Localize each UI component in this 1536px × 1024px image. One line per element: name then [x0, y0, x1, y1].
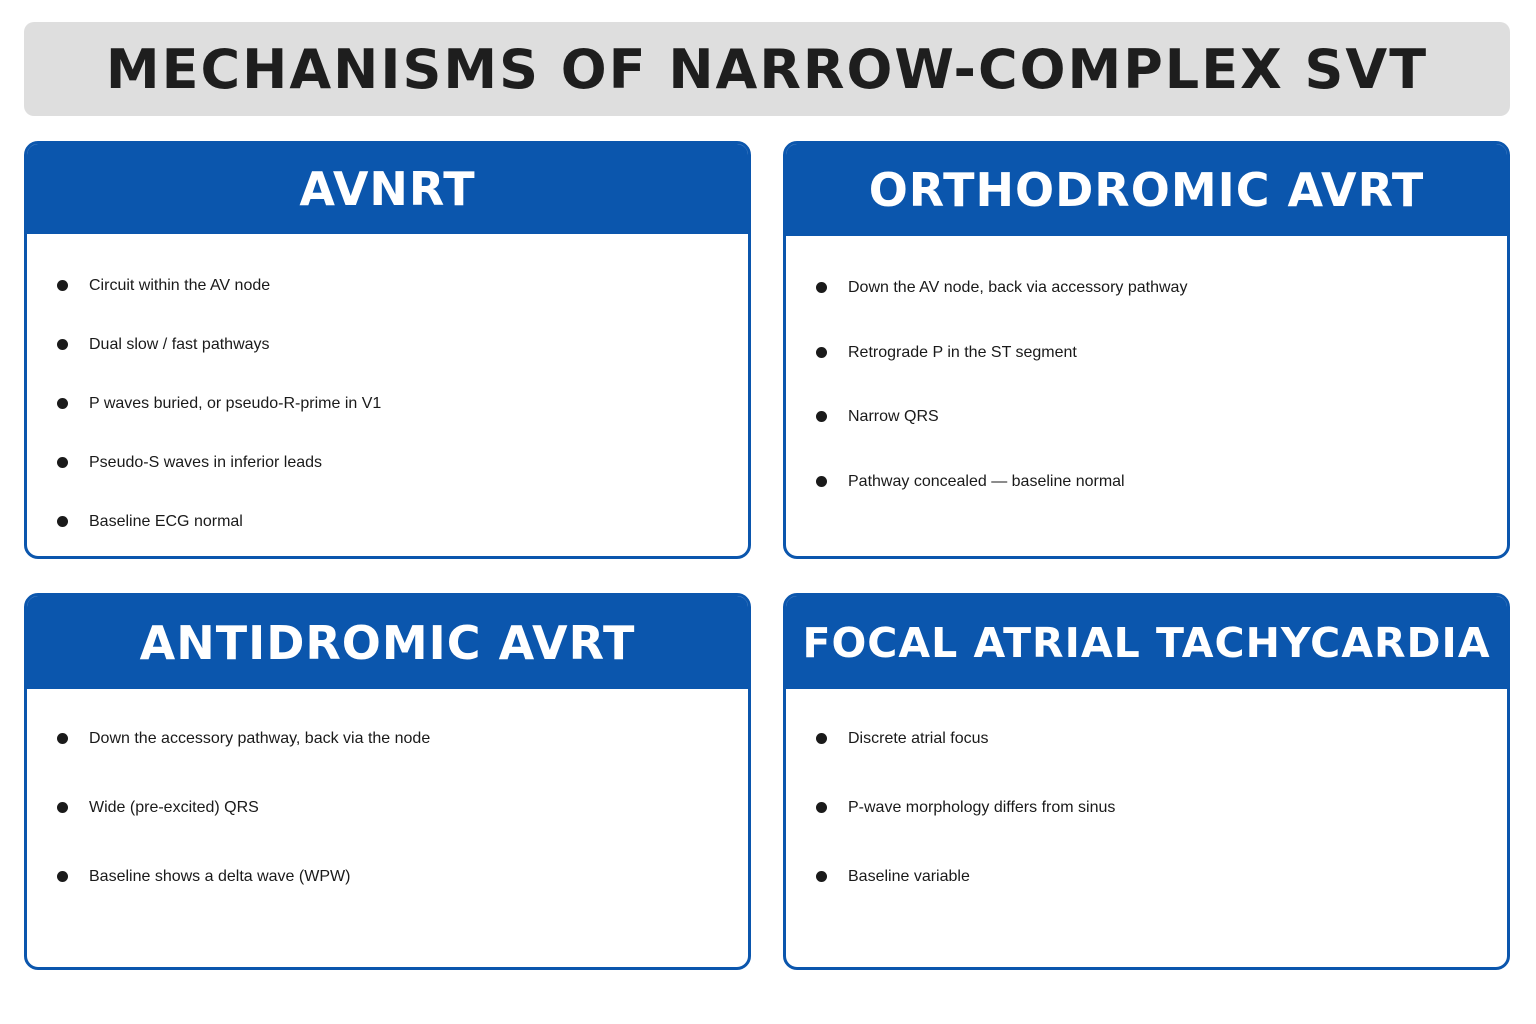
- list-item: [57, 256, 748, 315]
- card-header-focal-atrial-tachycardia: [786, 596, 1507, 689]
- bullet-icon: [57, 733, 68, 744]
- list-item-text: Wide (pre-excited) QRS: [89, 799, 259, 816]
- card-heading-orthodromic-avrt: ORTHODROMIC AVRT: [868, 163, 1425, 217]
- card-focal-atrial-tachycardia: [783, 593, 1510, 970]
- card-orthodromic-avrt: [783, 141, 1510, 559]
- card-list-orthodromic-avrt: [786, 236, 1507, 514]
- list-item: [816, 842, 1507, 911]
- list-item: [816, 321, 1507, 386]
- card-header-orthodromic-avrt: [786, 144, 1507, 236]
- card-header-avnrt: [27, 144, 748, 234]
- bullet-icon: [57, 398, 68, 409]
- list-item: [57, 842, 748, 911]
- page-title: MECHANISMS OF NARROW-COMPLEX SVT: [105, 37, 1429, 101]
- bullet-icon: [816, 282, 827, 293]
- list-item-text: Pseudo-S waves in inferior leads: [89, 454, 323, 471]
- bullet-icon: [57, 457, 68, 468]
- card-list-antidromic-avrt: [27, 689, 748, 911]
- bullet-icon: [57, 339, 68, 350]
- list-item-text: Circuit within the AV node: [89, 277, 271, 294]
- list-item: [816, 256, 1507, 321]
- bullet-icon: [816, 871, 827, 882]
- list-item-text: Pathway concealed — baseline normal: [848, 472, 1125, 490]
- list-item: [57, 315, 748, 374]
- bullet-icon: [57, 280, 68, 291]
- list-item-text: Dual slow / fast pathways: [89, 336, 270, 353]
- bullet-icon: [816, 476, 827, 487]
- list-item: [816, 773, 1507, 842]
- list-item-text: Discrete atrial focus: [848, 730, 989, 747]
- card-list-avnrt: [27, 234, 748, 551]
- bullet-icon: [816, 733, 827, 744]
- bullet-icon: [816, 347, 827, 358]
- list-item-text: Narrow QRS: [848, 408, 939, 425]
- card-avnrt: [24, 141, 751, 559]
- list-item: [57, 773, 748, 842]
- bullet-icon: [816, 411, 827, 422]
- card-header-antidromic-avrt: [27, 596, 748, 689]
- list-item: [57, 704, 748, 773]
- list-item: [57, 433, 748, 492]
- list-item: [816, 450, 1507, 515]
- bullet-icon: [816, 802, 827, 813]
- list-item-text: Retrograde P in the ST segment: [848, 343, 1077, 361]
- bullet-icon: [57, 516, 68, 527]
- title-bar: [24, 22, 1510, 116]
- list-item-text: P waves buried, or pseudo-R-prime in V1: [89, 395, 382, 412]
- list-item-text: Baseline ECG normal: [89, 513, 243, 530]
- list-item: [57, 492, 748, 551]
- card-heading-avnrt: AVNRT: [299, 162, 476, 216]
- list-item: [816, 704, 1507, 773]
- bullet-icon: [57, 871, 68, 882]
- list-item-text: Baseline variable: [848, 868, 970, 885]
- list-item-text: P-wave morphology differs from sinus: [848, 799, 1116, 816]
- list-item: [816, 385, 1507, 450]
- card-list-focal-atrial-tachycardia: [786, 689, 1507, 911]
- card-heading-focal-atrial-tachycardia: FOCAL ATRIAL TACHYCARDIA: [802, 618, 1491, 667]
- list-item-text: Baseline shows a delta wave (WPW): [89, 868, 351, 885]
- card-heading-antidromic-avrt: ANTIDROMIC AVRT: [139, 615, 636, 670]
- list-item-text: Down the AV node, back via accessory pathway: [848, 279, 1188, 296]
- list-item: [57, 374, 748, 433]
- bullet-icon: [57, 802, 68, 813]
- card-antidromic-avrt: [24, 593, 751, 970]
- list-item-text: Down the accessory pathway, back via the node: [89, 730, 431, 747]
